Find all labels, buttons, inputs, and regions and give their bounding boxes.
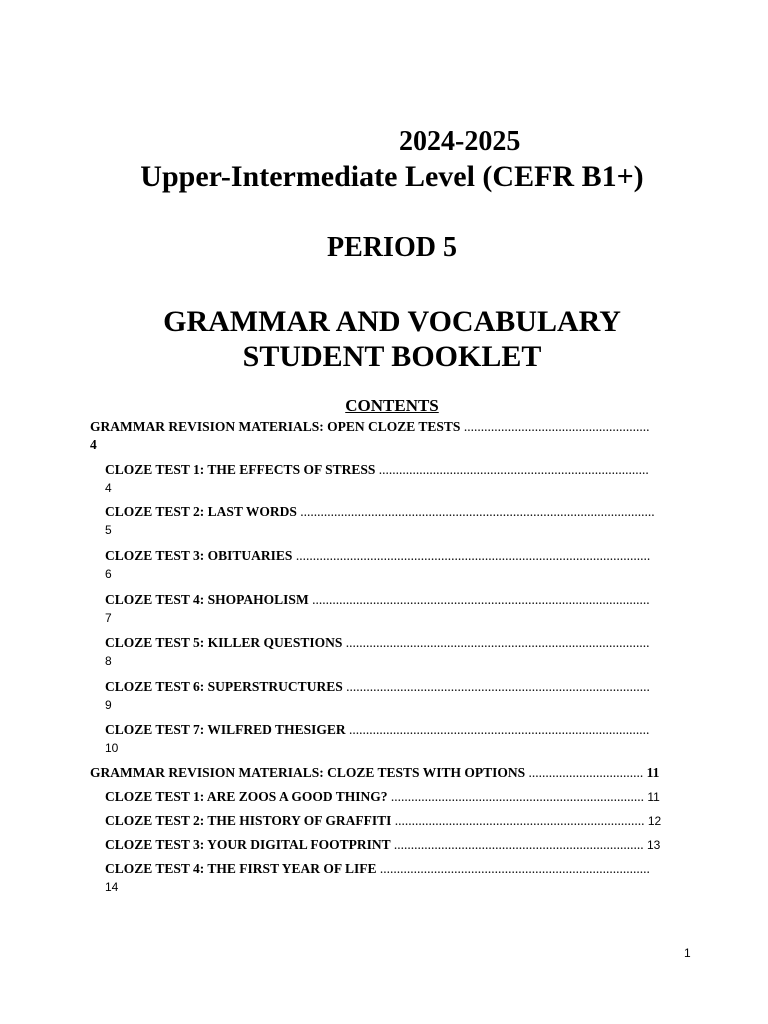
toc-leader-dots: ......................................................................................................... xyxy=(300,504,655,519)
toc-page-number: 11 xyxy=(646,765,660,780)
toc-label: GRAMMAR REVISION MATERIALS: CLOZE TESTS WITH OPTIONS xyxy=(90,765,526,780)
toc-page-number: 12 xyxy=(647,814,662,828)
toc-label: CLOZE TEST 3: YOUR DIGITAL FOOTPRINT xyxy=(105,837,391,852)
toc-page-number: 4 xyxy=(90,437,97,452)
toc-item-cloze-options-4[interactable] xyxy=(105,859,690,897)
toc-page-number: 13 xyxy=(646,838,661,852)
toc-leader-dots: ........................................................................... xyxy=(390,789,644,804)
toc-page-number: 8 xyxy=(105,654,112,668)
toc-item-open-cloze-1[interactable] xyxy=(105,460,690,498)
toc-item-open-cloze-2[interactable] xyxy=(105,502,690,540)
toc-leader-dots: ......................................................................................................... xyxy=(295,548,651,563)
level-title: Upper-Intermediate Level (CEFR B1+) xyxy=(140,160,644,193)
toc-item-cloze-options-3[interactable] xyxy=(105,835,690,855)
booklet-title-line-1: GRAMMAR AND VOCABULARY xyxy=(163,305,621,338)
toc-item-open-cloze-6[interactable] xyxy=(105,677,690,715)
toc-label: CLOZE TEST 2: LAST WORDS xyxy=(105,504,297,519)
toc-label: CLOZE TEST 4: THE FIRST YEAR OF LIFE xyxy=(105,861,377,876)
toc-item-open-cloze-7[interactable] xyxy=(105,720,690,758)
toc-label: CLOZE TEST 6: SUPERSTRUCTURES xyxy=(105,679,343,694)
toc-label: CLOZE TEST 5: KILLER QUESTIONS xyxy=(105,635,343,650)
toc-item-open-cloze-4[interactable] xyxy=(105,590,690,628)
contents-heading: CONTENTS xyxy=(345,396,439,415)
toc-label: CLOZE TEST 7: WILFRED THESIGER xyxy=(105,722,346,737)
toc-label: CLOZE TEST 1: ARE ZOOS A GOOD THING? xyxy=(105,789,388,804)
toc-leader-dots: .......................................................................................... xyxy=(346,679,650,694)
toc-item-cloze-options-2[interactable] xyxy=(105,811,690,831)
toc-page-number: 7 xyxy=(105,611,112,625)
toc-leader-dots: .................................................................................................... xyxy=(312,592,650,607)
page-number: 1 xyxy=(684,946,691,960)
period-title: PERIOD 5 xyxy=(327,232,457,263)
toc-item-open-cloze-3[interactable] xyxy=(105,546,690,584)
toc-leader-dots: ................................................................................ xyxy=(378,462,649,477)
toc-leader-dots: ................................................................................ xyxy=(379,861,650,876)
toc-page-number: 6 xyxy=(105,567,112,581)
toc-page-number: 14 xyxy=(105,880,119,894)
toc-page-number: 5 xyxy=(105,523,112,537)
toc-leader-dots: ......................................................................................... xyxy=(348,722,650,737)
toc-page-number: 9 xyxy=(105,698,112,712)
academic-year: 2024-2025 xyxy=(399,126,521,157)
toc-item-open-cloze-5[interactable] xyxy=(105,633,690,671)
toc-label: CLOZE TEST 1: THE EFFECTS OF STRESS xyxy=(105,462,376,477)
toc-leader-dots: .......................................................................................... xyxy=(345,635,650,650)
toc-item-cloze-options-1[interactable] xyxy=(105,787,690,807)
toc-leader-dots: .......................................................................... xyxy=(394,813,645,828)
toc-section-open-cloze[interactable] xyxy=(90,417,690,453)
toc-page-number: 11 xyxy=(647,790,660,804)
toc-label: CLOZE TEST 3: OBITUARIES xyxy=(105,548,293,563)
booklet-title-line-2: STUDENT BOOKLET xyxy=(242,340,542,373)
toc-page-number: 4 xyxy=(105,481,112,495)
toc-label: CLOZE TEST 4: SHOPAHOLISM xyxy=(105,592,309,607)
toc-label: GRAMMAR REVISION MATERIALS: OPEN CLOZE TESTS xyxy=(90,419,461,434)
toc-leader-dots: ....................................................... xyxy=(463,419,650,434)
toc-page-number: 10 xyxy=(105,741,119,755)
toc-leader-dots: .......................................................................... xyxy=(393,837,644,852)
toc-leader-dots: .................................. xyxy=(528,765,644,780)
toc-section-cloze-options[interactable] xyxy=(90,763,690,782)
toc-label: CLOZE TEST 2: THE HISTORY OF GRAFFITI xyxy=(105,813,392,828)
